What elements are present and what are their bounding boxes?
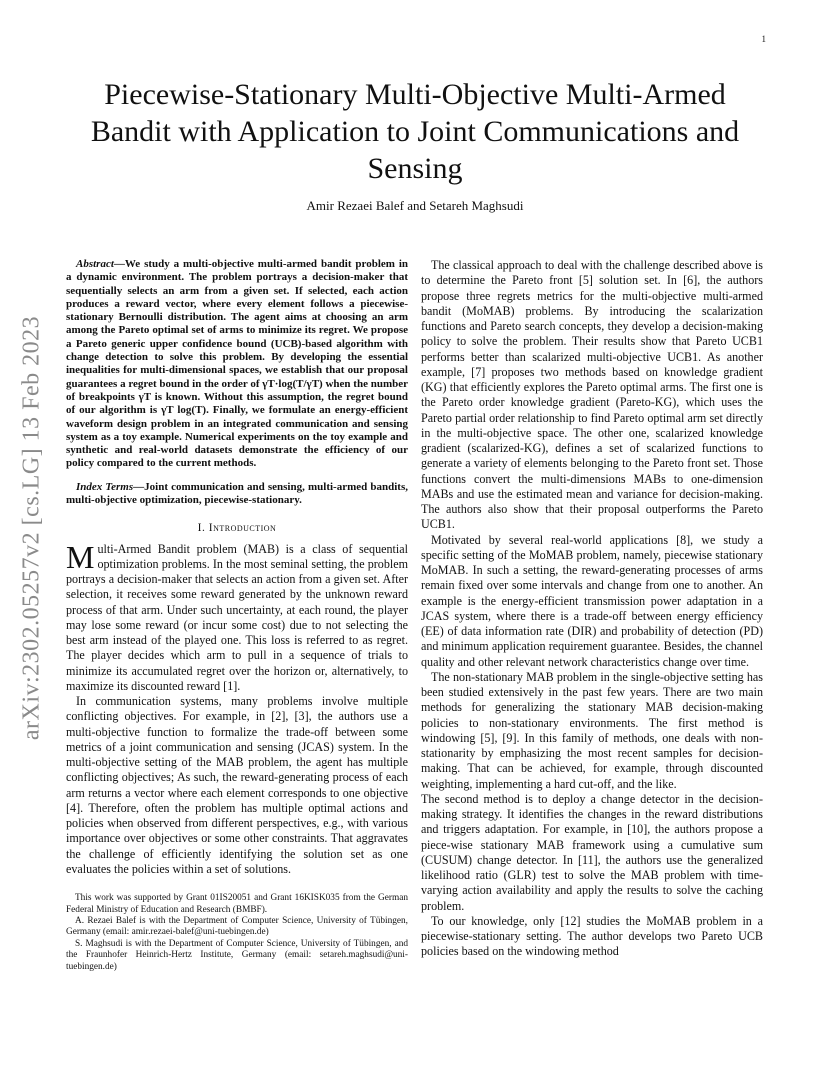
abstract-text: We study a multi-objective multi-armed bandit problem in a dynamic environment. The problem portrays a decision-maker that sequentially selects an arm from a given set. If selected, each action produces a reward vector, where every element follows a piecewise-stationary Bernoulli distribution. The agent aims at choosing an arm among the Pareto optimal set of arms to minimize its regret. We propose a Pareto generic upper confidence bound (UCB)-based algorithm with change detection to solve this problem. By developing the essential inequalities for multi-dimensional spaces, we establish that our proposal guarantees a regret bound in the order of γT·log(T/γT) when the number of breakpoints γT is known. Without this assumption, the regret bound of our algorithm is γT log(T). Finally, we formulate an energy-efficient waveform design problem in an integrated communication and sensing system as a toy example. Numerical experiments on the toy example and synthetic and real-world datasets demonstrate the efficiency of our policy compared to the current methods. [66, 258, 408, 470]
right-column [421, 258, 763, 960]
index-terms-label: Index Terms [76, 480, 134, 493]
footnotes [66, 893, 408, 973]
footnote-author-2: S. Maghsudi is with the Department of Computer Science, University of Tübingen, and the Fraunhofer Heinrich-Hertz Institute, Germany (email: setareh.maghsudi@uni-tuebingen.de) [66, 938, 408, 972]
page-number: 1 [761, 34, 766, 44]
drop-cap: M [66, 538, 95, 575]
index-terms [66, 481, 408, 508]
footnote-author-1: A. Rezaei Balef is with the Department of Computer Science, University of Tübingen, Germany (email: amir.rezaei-balef@uni-tuebingen.de) [66, 915, 408, 938]
footnote-funding: This work was supported by Grant 01IS20051 and Grant 16KISK035 from the German Federal Ministry of Education and Research (BMBF). [66, 893, 408, 915]
authors: Amir Rezaei Balef and Setareh Maghsudi [306, 198, 524, 213]
arxiv-stamp-text: arXiv:2302.05257v2 [cs.LG] 13 Feb 2023 [18, 315, 45, 741]
section-title: Introduction [208, 522, 277, 535]
section-number: I. [197, 522, 206, 535]
right-paragraph-5: To our knowledge, only [12] studies the MoMAB problem in a piecewise-stationary setting. The author develops two Pareto UCB policies based on the windowing method [421, 913, 763, 959]
index-terms-dash: — [133, 480, 145, 493]
right-paragraph-3: The non-stationary MAB problem in the single-objective setting has been studied extensively in the past few years. There are two main methods for generalizing the stationary MAB decision-making policies to non-stationary environments. The first method is windowing [5], [9]. In this family of methods, one deals with non-stationarity by emphasizing the most recent samples for decision-making. That can be achieved, for example, through discounted weighting, implementing a hard cut-off, and the like. [421, 669, 763, 791]
abstract-dash: — [113, 258, 125, 270]
paper-title: Piecewise-Stationary Multi-Objective Multi-Armed Bandit with Application to Joint Communications and Sensing [90, 78, 740, 185]
intro-paragraph-2: In communication systems, many problems involve multiple conflicting objectives. For example, in [2], [3], the authors use a multi-objective function to formalize the trade-off between some metrics of a joint communication and sensing (JCAS) system. In the multi-objective setting of the MAB problem, the agent has multiple conflicting objectives; As such, the reward-generating process of each arm returns a vector where each element corresponds to one objective [4]. Therefore, often the problem has multiple optimal actions and policies when observed from different perspectives, e.g., with various importance over objectives or some other constraints. That aggravates the challenge of efficiently identifying the solution set as one evaluates the policies within a set of solutions. [66, 694, 408, 876]
abstract-label: Abstract [76, 258, 114, 270]
right-paragraph-2: Motivated by several real-world applications [8], we study a specific setting of the MoMAB problem, namely, piecewise stationary MoMAB. In such a setting, the reward-generating processes of arms remain fixed over some intervals and change from one to another. An example is the energy-efficient transmission power adaptation in a JCAS system, where there is a trade-off between energy efficiency (EE) of data information rate (DIR) and probability of detection (PD) and minimum application requirement guarantee. Besides, the channel quality and other relevant network characteristics change over time. [421, 532, 763, 669]
left-column [66, 258, 408, 973]
arxiv-stamp [12, 288, 52, 768]
intro-paragraph-1 [66, 538, 408, 695]
right-paragraph-4: The second method is to deploy a change detector in the decision-making strategy. It identifies the changes in the reward distributions and triggers adaptation. For example, in [10], the authors propose a piece-wise stationary MAB framework using a cumulative sum (CUSUM) change detector. In [11], the authors use the generalized likelihood ratio (GLR) test to solve the MAB problem with time-varying action availability and apply the results to solve the caching problem. [421, 791, 763, 913]
abstract [66, 258, 408, 471]
right-paragraph-1: The classical approach to deal with the challenge described above is to determine the Pareto front [5] solution set. In [6], the authors propose three regrets metrics for the multi-objective multi-armed bandit (MoMAB) problems. By introducing the scalarization functions and Pareto search concepts, they develop a decision-making policy to solve the problem. Their results show that Pareto UCB1 performs better than scalarized multi-objective UCB1. As another example, [7] proposes two methods based on knowledge gradient (KG) that efficiently explores the Pareto optimal arms. The first one is the Pareto order knowledge gradient (Pareto-KG), which uses the Pareto partial order relationship to find Pareto optimal arm set directly in the multi-objective space. The other one, scalarized knowledge gradient (scalarized-KG), defines a set of scalarized functions to generate a variety of elements belonging to the Pareto front set. Those functions convert the multi-dimensions MABs to one-dimension MABs and use the estimated mean and variance for decision-making. The authors also show that their proposal outperforms the Pareto UCB1. [421, 258, 763, 532]
index-terms-text: Joint communication and sensing, multi-armed bandits, multi-objective optimization, piecewise-stationary. [66, 480, 408, 507]
section-heading [66, 521, 408, 536]
intro-paragraph-1-text: ulti-Armed Bandit problem (MAB) is a class of sequential optimization problems. In the most seminal setting, the problem portrays a decision-maker that selects an action from a given set. After selection, it receives some reward generated by the unknown reward process of that arm. Under such uncertainty, at each round, the player may lose some reward (or incur some cost) due to not selecting the best arm instead of the played one. This loss is referred to as regret. The player decides which arm to pull in a sequence of trials to minimize its accumulated regret over the horizon or, alternatively, to maximize its discounted reward [1]. [66, 541, 408, 693]
